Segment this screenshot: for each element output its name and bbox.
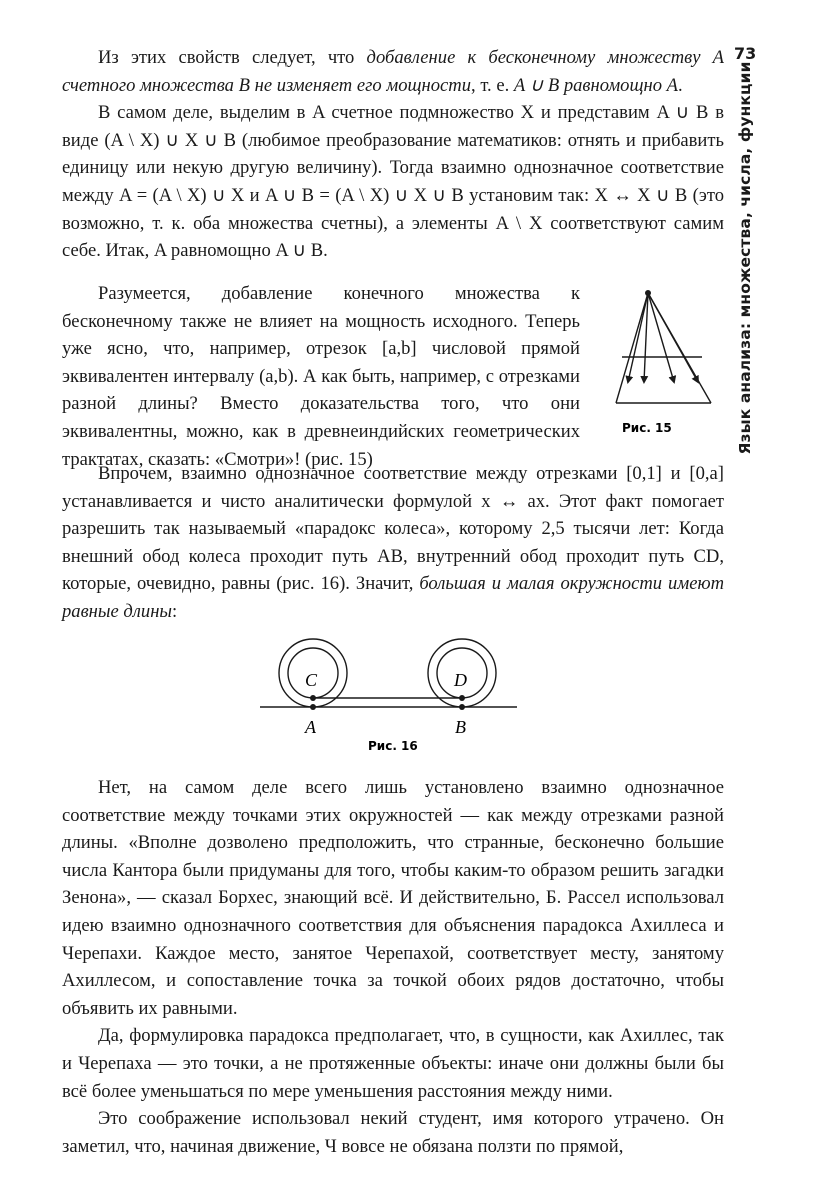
text-block-bottom (62, 774, 724, 1160)
label-b: B (455, 717, 466, 737)
paragraph-4: Впрочем, взаимно однозначное соответствие между отрезками [0,1] и [0,a] устанавливается и чисто аналитически формулой x ↔ ax. Этот факт помогает разрешить так называемый «парадокс колеса», которому 2,5 тысячи лет: Когда внешний обод колеса проходит путь AB, внутренний обод проходит путь CD, которые, очевидно, равны (рис. 16). Значит, большая и малая окружности имеют равные длины: (62, 463, 725, 622)
text-block-top (62, 44, 724, 265)
paragraph-7: Это соображение использовал некий студент, имя которого утрачено. Он заметил, что, начиная движение, Ч вовсе не обязана ползти по прямой, (62, 1108, 724, 1157)
side-title-text: Язык анализа: множества, числа, функции (736, 61, 754, 455)
figure-15 (600, 285, 728, 440)
figure-16 (255, 632, 530, 760)
text-block-middle (62, 460, 724, 626)
figure-15-caption: Рис. 15 (622, 421, 672, 435)
side-title (728, 61, 762, 455)
paragraph-6: Да, формулировка парадокса предполагает, что, в сущности, как Ахиллес, так и Черепаха — это точки, а не протяженные объекты: иначе они должны были бы всё более уменьшаться по мере уменьшения расстояния между ними. (62, 1025, 724, 1102)
figure-16-caption: Рис. 16 (368, 739, 418, 753)
label-a: A (305, 717, 316, 737)
paragraph-1: Из этих свойств следует, что добавление к бесконечному множеству A счетного множества B не изменяет его мощности, т. е. A ∪ B равномощно A. (62, 47, 725, 96)
paragraph-2: В самом деле, выделим в A счетное подмножество X и представим A ∪ B в виде (A \ X) ∪ X ∪ B (любимое преобразование математиков: отнять и прибавить единицу или некую другую величину). Тогда взаимно однозначное соответствие между A = (A \ X) ∪ X и A ∪ B = (A \ X) ∪ X ∪ B установим так: X ↔ X ∪ B (это возможно, т. к. оба множества счетны), а элементы A \ X соответствуют самим себе. Итак, A равномощно A ∪ B. (62, 102, 724, 262)
page-number: 73 (734, 44, 757, 63)
label-c: C (305, 670, 318, 690)
paragraph-5: Нет, на самом деле всего лишь установлено взаимно однозначное соответствие между точками этих окружностей — как между отрезками разной длины. «Вполне дозволено предположить, что странные, бесконечно большие числа Кантора были придуманы для того, чтобы каким-то образом решить загадки Зенона», — сказал Борхес, знающий всё. И действительно, Б. Рассел использовал идею взаимно однозначного соответствия для объяснения парадокса Ахиллеса и Черепахи. Каждое место, занятое Черепахой, соответствует месту, занятому Ахиллесом, и сопоставление точка за точкой обоих рядов достаточно, чтобы объявить их равными. (62, 777, 724, 1019)
paragraph-3: Разумеется, добавление конечного множества к бесконечному также не влияет на мощность исходного. Теперь уже ясно, что, например, отрезок [a,b] числовой прямой эквивалентен интервалу (a,b). А как быть, например, с отрезками разной длины? Вместо доказательства того, что они эквивалентны, можно, как в древнеиндийских геометрических трактатах, сказать: «Смотри»! (рис. 15) (62, 283, 580, 470)
label-d: D (454, 670, 467, 690)
text-block-figure15 (62, 280, 580, 473)
